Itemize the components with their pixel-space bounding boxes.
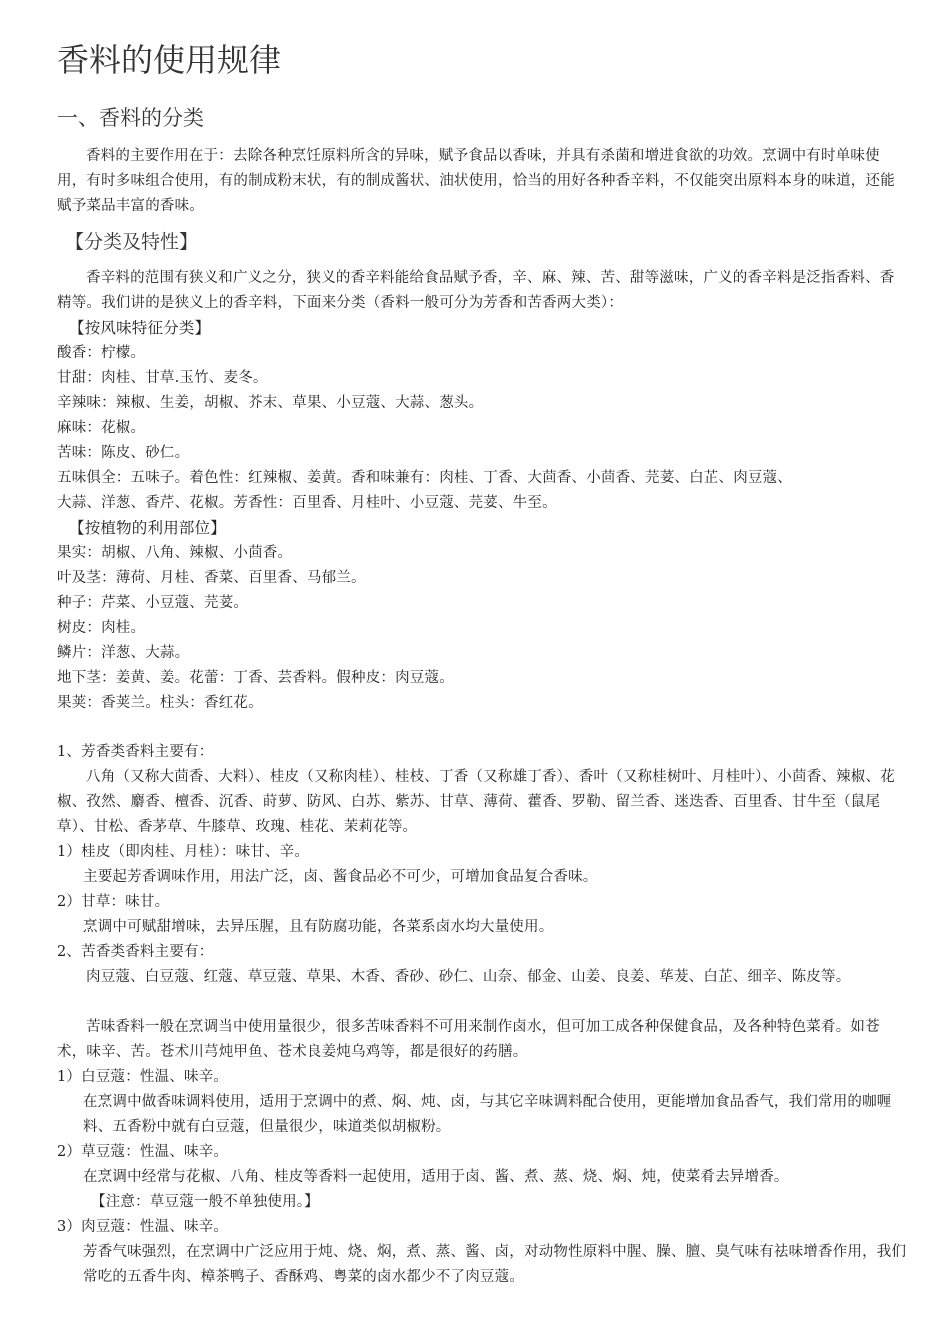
- page-title: 香料的使用规律: [57, 41, 282, 79]
- item-title: 1）白豆蔻：性温、味辛。: [57, 1069, 229, 1085]
- list-item: 鳞片：洋葱、大蒜。: [57, 645, 190, 661]
- item-description: 在烹调中做香味调料使用，适用于烹调中的煮、焖、炖、卤，与其它辛味调料配合使用，更能增加食品香气，我们常用的咖喱料、五香粉中就有白豆蔻，但量很少，味道类似胡椒粉。: [83, 1094, 892, 1135]
- item-description: 主要起芳香调味作用，用法广泛，卤、酱食品必不可少，可增加食品复合香味。: [83, 869, 598, 885]
- bitter-list-paragraph: 肉豆蔻、白豆蔻、红蔻、草豆蔻、草果、木香、香砂、砂仁、山奈、郁金、山姜、良姜、荜茇、白芷、细辛、陈皮等。: [86, 969, 851, 985]
- flavor-heading: 【按风味特征分类】: [69, 319, 211, 337]
- aromatic-items: [57, 840, 917, 965]
- bitter-items: [57, 1065, 917, 1290]
- aromatic-list-paragraph: 八角（又称大茴香、大料）、桂皮（又称肉桂）、桂枝、丁香（又称雄丁香）、香叶（又称桂树叶、月桂叶）、小茴香、辣椒、花椒、孜然、麝香、檀香、沉香、莳萝、防风、白苏、紫苏、甘草、薄荷、藿香、罗勒、留兰香、迷迭香、百里香、甘牛至（鼠尾草）、甘松、香茅草、牛膝草、玫瑰、桂花、茉莉花等。: [57, 769, 895, 835]
- list-item: 甘甜：肉桂、甘草.玉竹、麦冬。: [57, 370, 268, 386]
- item-note: 【注意：草豆蔻一般不单独使用。】: [91, 1194, 319, 1210]
- item-description: 在烹调中经常与花椒、八角、桂皮等香料一起使用，适用于卤、酱、煮、蒸、烧、焖、炖，使菜肴去异增香。: [83, 1169, 789, 1185]
- subsection-heading-properties: 【分类及特性】: [65, 231, 199, 253]
- aromatic-section: [57, 740, 917, 765]
- item-title: 2）甘草：味甘。: [57, 894, 170, 910]
- list-item: 辛辣味：辣椒、生姜，胡椒、芥末、草果、小豆蔻、大蒜、葱头。: [57, 395, 484, 411]
- item-description: 烹调中可赋甜增味，去异压腥，且有防腐功能，各菜系卤水均大量使用。: [83, 919, 554, 935]
- list-item: 果荚：香荚兰。柱头：香红花。: [57, 695, 263, 711]
- list-item: 果实：胡椒、八角、辣椒、小茴香。: [57, 545, 293, 561]
- list-item: 叶及茎：薄荷、月桂、香菜、百里香、马郁兰。: [57, 570, 366, 586]
- list-item: 麻味：花椒。: [57, 420, 146, 436]
- item-title: 1）桂皮（即肉桂、月桂）：味甘、辛。: [57, 844, 310, 860]
- intro-paragraph: 香料的主要作用在于：去除各种烹饪原料所含的异味，赋予食品以香味，并具有杀菌和增进食欲的功效。烹调中有时单味使用，有时多味组合使用，有的制成粉末状，有的制成酱状、油状使用，恰当的用好各种香辛料，不仅能突出原料本身的味道，还能赋予菜品丰富的香味。: [57, 148, 895, 214]
- bitter-intro-paragraph: 苦味香料一般在烹调当中使用量很少，很多苦味香料不可用来制作卤水，但可加工成各种保健食品，及各种特色菜肴。如苍术，味辛、苦。苍术川芎炖甲鱼、苍术良姜炖乌鸡等，都是很好的药膳。: [57, 1019, 880, 1060]
- flavor-classification-list: [57, 316, 917, 716]
- list-item: 地下茎：姜黄、姜。花蕾：丁香、芸香料。假种皮：肉豆蔻。: [57, 670, 454, 686]
- aromatic-heading: 1、芳香类香料主要有：: [57, 744, 214, 760]
- item-title: 3）肉豆蔻：性温、味辛。: [57, 1219, 229, 1235]
- list-item: 种子：芹菜、小豆蔻、芫荽。: [57, 595, 249, 611]
- list-item: 苦味：陈皮、砂仁。: [57, 445, 190, 461]
- bitter-heading: 2、苦香类香料主要有：: [57, 944, 214, 960]
- list-item: 大蒜、洋葱、香芹、花椒。芳香性：百里香、月桂叶、小豆蔻、芫荽、牛至。: [57, 495, 557, 511]
- list-item: 五味俱全：五味子。着色性：红辣椒、姜黄。香和味兼有：肉桂、丁香、大茴香、小茴香、芫荽、白芷、肉豆蔻、: [57, 470, 792, 486]
- section-heading-classification: 一、香料的分类: [57, 106, 204, 130]
- list-item: 树皮：肉桂。: [57, 620, 146, 636]
- item-title: 2）草豆蔻：性温、味辛。: [57, 1144, 229, 1160]
- properties-paragraph: 香辛料的范围有狭义和广义之分，狭义的香辛料能给食品赋予香，辛、麻、辣、苦、甜等滋味，广义的香辛料是泛指香料、香精等。我们讲的是狭义上的香辛料，下面来分类（香料一般可分为芳香和苦香两大类）：: [57, 270, 895, 311]
- list-item: 酸香：柠檬。: [57, 345, 146, 361]
- item-description: 芳香气味强烈，在烹调中广泛应用于炖、烧、焖，煮、蒸、酱、卤，对动物性原料中腥、臊、膻、臭气味有祛味增香作用，我们常吃的五香牛肉、樟茶鸭子、香酥鸡、粤菜的卤水都少不了肉豆蔻。: [83, 1244, 907, 1285]
- plant-part-heading: 【按植物的利用部位】: [69, 519, 227, 537]
